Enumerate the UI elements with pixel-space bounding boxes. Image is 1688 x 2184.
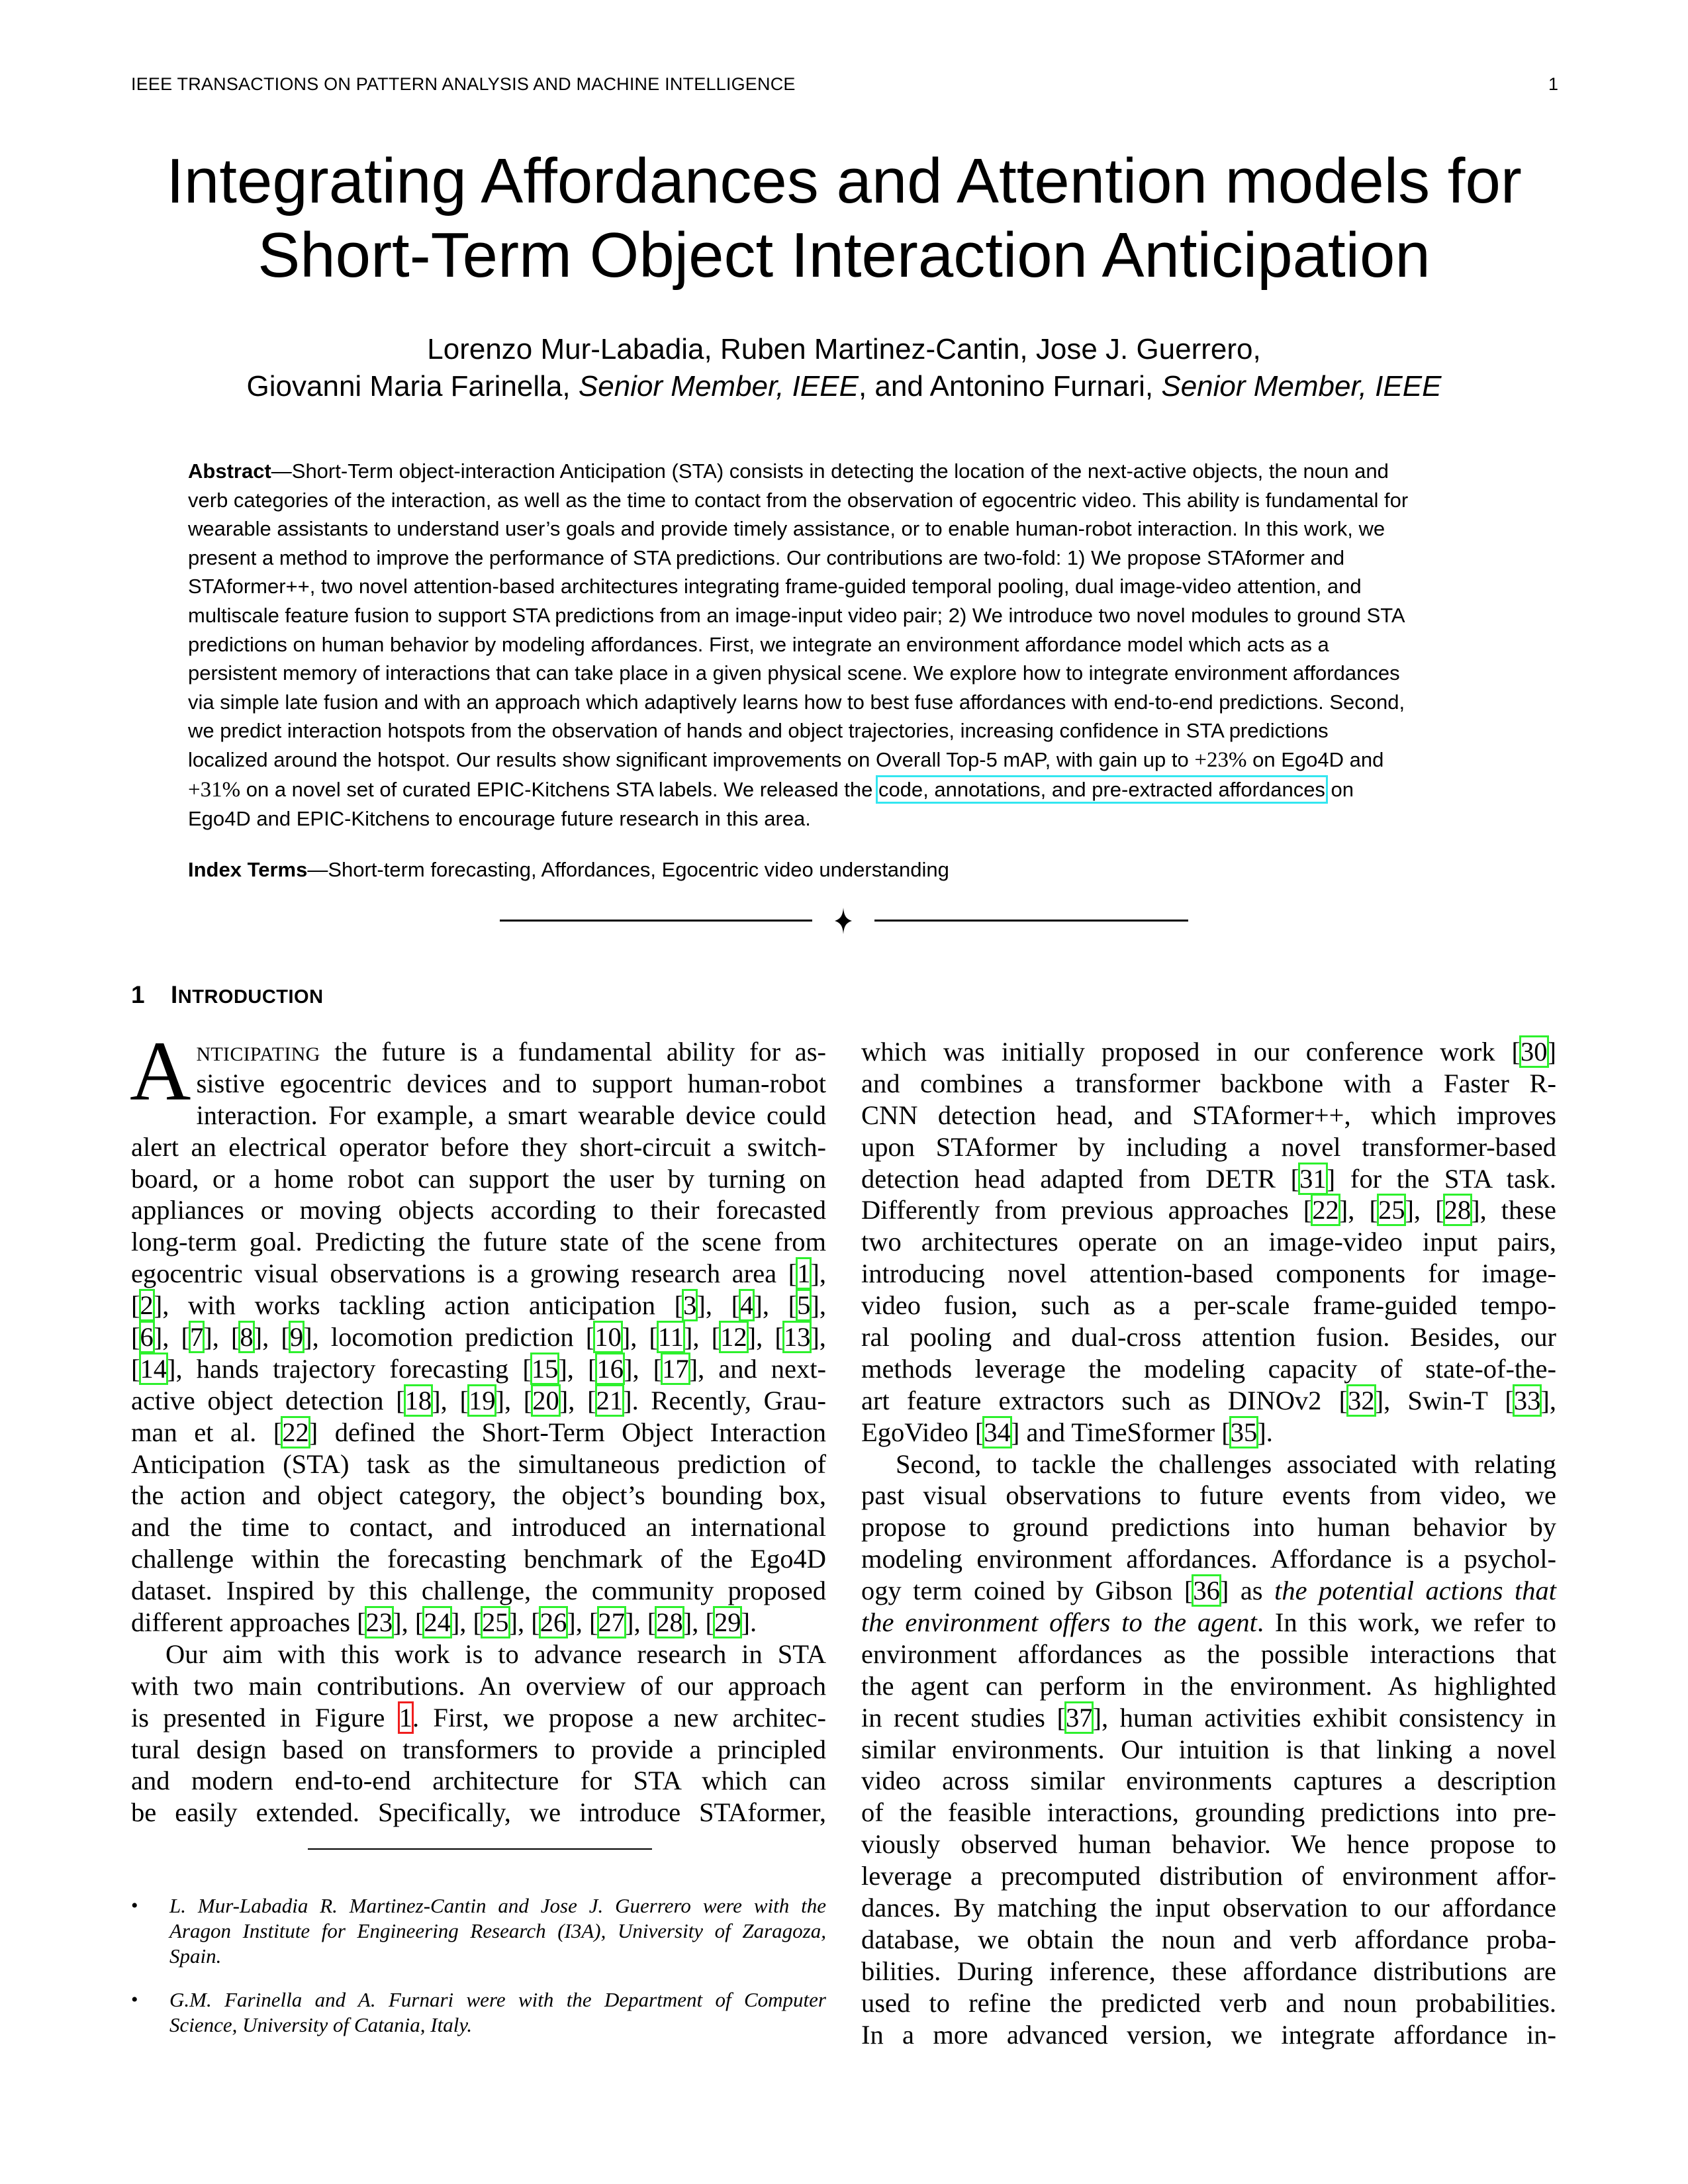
text-line: egocentric visual observations is a growing research area [1], bbox=[131, 1258, 826, 1289]
index-terms bbox=[188, 858, 949, 882]
math-value: +23% bbox=[1194, 747, 1247, 772]
text-line: [14], hands trajectory forecasting [15], [16], [17], and next- bbox=[131, 1353, 826, 1384]
citation-link[interactable]: 2 bbox=[140, 1290, 154, 1321]
text-line: board, or a home robot can support the user by turning on bbox=[131, 1163, 826, 1194]
abstract-text: on Ego4D and bbox=[1246, 747, 1384, 771]
text-line: appliances or moving objects according to their forecasted bbox=[131, 1195, 826, 1225]
abstract-line: multiscale feature fusion to support STA predictions from an image-input video pair; 2) We introduce two novel modules to ground STA bbox=[188, 603, 1405, 627]
citation-link[interactable]: 16 bbox=[596, 1353, 624, 1384]
abstract-text: on a novel set of curated EPIC-Kitchens STA labels. We released the bbox=[240, 777, 878, 801]
text-line: of the feasible interactions, grounding predictions into pre- bbox=[861, 1797, 1556, 1828]
author-name: , and Antonino Furnari, bbox=[858, 370, 1162, 403]
journal-name: IEEE TRANSACTIONS ON PATTERN ANALYSIS AND MACHINE INTELLIGENCE bbox=[131, 74, 796, 94]
text-line: dances. By matching the input observation to our affordance bbox=[861, 1893, 1556, 1923]
body-text: different approaches [ bbox=[131, 1607, 366, 1638]
small-caps-text: NTICIPATING bbox=[196, 1043, 320, 1065]
footnote-line: G.M. Farinella and A. Furnari were with the Department of Computer bbox=[169, 1988, 826, 2011]
title-line-1: Integrating Affordances and Attention models for bbox=[166, 146, 1522, 216]
author-affiliation-title: Senior Member, IEEE bbox=[578, 370, 859, 403]
text-line: environment affordances as the possible interactions that bbox=[861, 1638, 1556, 1669]
abstract-text: Short-Term object-interaction Anticipation (STA) consists in detecting the location of the next-active objects, the noun and bbox=[291, 459, 1389, 483]
body-text: the future is a fundamental ability for as- bbox=[320, 1037, 826, 1067]
footnote-line: Aragon Institute for Engineering Research (I3A), University of Zaragoza, bbox=[169, 1919, 826, 1942]
author-affiliation-title: Senior Member, IEEE bbox=[1161, 370, 1442, 403]
abstract-line: Ego4D and EPIC-Kitchens to encourage future research in this area. bbox=[188, 807, 811, 831]
text-line: the action and object category, the object’s bounding box, bbox=[131, 1480, 826, 1511]
abstract-line bbox=[188, 775, 1500, 805]
text-line: [2], with works tackling action anticipation [3], [4], [5], bbox=[131, 1290, 826, 1321]
body-text: ], Swin-T [ bbox=[1374, 1385, 1514, 1415]
index-terms-text: Short-term forecasting, Affordances, Egocentric video understanding bbox=[328, 858, 949, 881]
footnote-rule bbox=[308, 1848, 652, 1850]
code-release-link[interactable]: code, annotations, and pre-extracted affordances bbox=[878, 777, 1325, 801]
citation-link[interactable]: 25 bbox=[482, 1607, 509, 1638]
citation-link[interactable]: 22 bbox=[282, 1417, 309, 1447]
figure-reference-link[interactable]: 1 bbox=[399, 1702, 412, 1733]
text-line: video fusion, such as a per-scale frame-guided tempo- bbox=[861, 1290, 1556, 1321]
abstract-line: STAformer++, two novel attention-based architectures integrating frame-guided temporal pooling, dual image-video attention, and bbox=[188, 575, 1362, 598]
citation-link[interactable]: 10 bbox=[594, 1322, 622, 1353]
citation-link[interactable]: 13 bbox=[783, 1322, 811, 1353]
body-text: . In this work, we refer to bbox=[1256, 1607, 1556, 1638]
body-text: ], with works tackling action anticipation [ bbox=[153, 1290, 684, 1321]
separator-rule-left bbox=[500, 920, 812, 922]
citation-link[interactable]: 34 bbox=[984, 1417, 1011, 1447]
citation-link[interactable]: 4 bbox=[740, 1290, 754, 1321]
abstract-line: present a method to improve the performance of STA predictions. Our contributions are two-fold: 1) We propose STAformer and bbox=[188, 546, 1345, 569]
text-line bbox=[861, 1607, 1556, 1638]
text-line: Second, to tackle the challenges associated with relating bbox=[896, 1448, 1556, 1479]
body-text: Differently from previous approaches [ bbox=[861, 1195, 1313, 1225]
index-terms-label: Index Terms bbox=[188, 858, 308, 881]
text-line: CNN detection head, and STAformer++, which improves bbox=[861, 1100, 1556, 1130]
text-line: different approaches [23], [24], [25], [26], [27], [28], [29]. bbox=[131, 1607, 757, 1638]
body-text: ], human activities exhibit consistency in bbox=[1092, 1702, 1556, 1733]
author-list bbox=[0, 331, 1688, 405]
citation-link[interactable]: 19 bbox=[468, 1385, 496, 1415]
abstract-line: via simple late fusion and with an approach which adaptively learns how to best fuse affordances with end-to-end predictions. Second, bbox=[188, 690, 1405, 714]
separator-rule-right bbox=[874, 920, 1188, 922]
body-text: ] and TimeSformer [ bbox=[1010, 1417, 1231, 1447]
text-line: Differently from previous approaches [22], [25], [28], these bbox=[861, 1195, 1556, 1225]
emphasized-text: the environment offers to the agent bbox=[861, 1607, 1257, 1638]
em-dash: — bbox=[307, 858, 328, 881]
text-line: the agent can perform in the environment. As highlighted bbox=[861, 1670, 1556, 1701]
authors-line-2 bbox=[0, 368, 1688, 405]
text-line: upon STAformer by including a novel transformer-based bbox=[861, 1131, 1556, 1162]
citation-link[interactable]: 28 bbox=[656, 1607, 683, 1638]
abstract-line: verb categories of the interaction, as well as the time to contact from the observation of egocentric video. This ability is fundamental for bbox=[188, 488, 1409, 512]
body-text: ] as bbox=[1219, 1576, 1275, 1606]
footnote-line: Science, University of Catania, Italy. bbox=[169, 2013, 473, 2036]
section-title-rest: NTRODUCTION bbox=[177, 986, 324, 1008]
text-line: Our aim with this work is to advance research in STA bbox=[165, 1638, 826, 1669]
section-separator bbox=[500, 908, 1188, 934]
text-line bbox=[131, 1417, 826, 1448]
citation-link[interactable]: 35 bbox=[1230, 1417, 1258, 1447]
abstract bbox=[188, 457, 1500, 833]
citation-link[interactable]: 14 bbox=[140, 1353, 167, 1384]
citation-link[interactable]: 31 bbox=[1299, 1163, 1327, 1194]
drop-cap: A bbox=[130, 1024, 191, 1118]
citation-link[interactable]: 24 bbox=[424, 1607, 451, 1638]
text-line: ral pooling and dual-cross attention fusion. Besides, our bbox=[861, 1322, 1556, 1353]
citation-link[interactable]: 32 bbox=[1348, 1385, 1375, 1415]
citation-link[interactable]: 9 bbox=[289, 1322, 304, 1353]
text-line: video across similar environments captures a description bbox=[861, 1766, 1556, 1796]
text-line: challenge within the forecasting benchmark of the Ego4D bbox=[131, 1544, 826, 1574]
citation-link[interactable]: 7 bbox=[189, 1322, 204, 1353]
abstract-line bbox=[188, 745, 1500, 775]
text-line bbox=[861, 1163, 1556, 1195]
text-line: art feature extractors such as DINOv2 [32], Swin-T [33], bbox=[861, 1385, 1556, 1415]
citation-link[interactable]: 30 bbox=[1521, 1037, 1548, 1067]
title-line-2: Short-Term Object Interaction Anticipation bbox=[258, 220, 1430, 291]
body-text: is presented in Figure bbox=[131, 1702, 399, 1733]
text-line: interaction. For example, a smart wearable device could bbox=[196, 1100, 826, 1130]
citation-link[interactable]: 36 bbox=[1193, 1576, 1220, 1606]
body-text: egocentric visual observations is a growing research area [ bbox=[131, 1258, 798, 1289]
text-line: be easily extended. Specifically, we introduce STAformer, bbox=[131, 1797, 826, 1828]
text-line: database, we obtain the noun and verb affordance proba- bbox=[861, 1924, 1556, 1954]
citation-link[interactable]: 33 bbox=[1513, 1385, 1541, 1415]
text-line: and the time to contact, and introduced an international bbox=[131, 1512, 826, 1543]
emphasized-text: the potential actions that bbox=[1274, 1576, 1556, 1606]
abstract-label: Abstract bbox=[188, 459, 271, 483]
abstract-text: on bbox=[1325, 777, 1354, 801]
text-line: which was initially proposed in our conference work [30] bbox=[861, 1037, 1556, 1067]
citation-link[interactable]: 5 bbox=[797, 1290, 811, 1321]
body-text: ] for the STA task. bbox=[1326, 1163, 1556, 1194]
text-line: alert an electrical operator before they short-circuit a switch- bbox=[131, 1131, 826, 1162]
body-text: art feature extractors such as DINOv2 [ bbox=[861, 1385, 1348, 1415]
footnote-line: Spain. bbox=[169, 1944, 222, 1968]
page-number: 1 bbox=[1548, 74, 1558, 94]
text-line: tural design based on transformers to provide a principled bbox=[131, 1734, 826, 1764]
text-line: active object detection [18], [19], [20], [21]. Recently, Grau- bbox=[131, 1385, 827, 1415]
text-line: propose to ground predictions into human behavior by bbox=[861, 1512, 1556, 1543]
text-line: used to refine the predicted verb and noun probabilities. bbox=[861, 1987, 1556, 2018]
footnote-text bbox=[169, 1987, 826, 2038]
text-line: similar environments. Our intuition is that linking a novel bbox=[861, 1734, 1556, 1764]
citation-link[interactable]: 18 bbox=[404, 1385, 432, 1415]
left-column bbox=[130, 1024, 827, 1828]
text-line: introducing novel attention-based components for image- bbox=[861, 1258, 1556, 1289]
text-line: EgoVideo [34] and TimeSformer [35]. bbox=[861, 1417, 1273, 1447]
footnote-affiliation-2 bbox=[131, 1987, 826, 2040]
text-line: past visual observations to future events from video, we bbox=[861, 1480, 1556, 1511]
body-text: active object detection [ bbox=[131, 1385, 405, 1415]
text-line: In a more advanced version, we integrate affordance in- bbox=[861, 2019, 1556, 2050]
diamond-ornament-icon bbox=[835, 908, 852, 934]
abstract-text: localized around the hotspot. Our results show significant improvements on Overall Top-5 mAP, with gain up to bbox=[188, 747, 1195, 771]
citation-link[interactable]: 6 bbox=[140, 1322, 154, 1353]
abstract-line: predictions on human behavior by modeling affordances. First, we integrate an environment affordance model which acts as a bbox=[188, 632, 1329, 656]
bullet-icon: • bbox=[131, 1895, 138, 1917]
citation-link[interactable]: 12 bbox=[720, 1322, 747, 1353]
text-line: two architectures operate on an image-video input pairs, bbox=[861, 1227, 1556, 1257]
footnote-text bbox=[169, 1893, 826, 1969]
citation-link[interactable]: 11 bbox=[657, 1322, 684, 1353]
text-line: long-term goal. Predicting the future state of the scene from bbox=[131, 1227, 826, 1257]
citation-link[interactable]: 23 bbox=[365, 1607, 393, 1638]
text-line: dataset. Inspired by this challenge, the community proposed bbox=[131, 1576, 826, 1606]
citation-link[interactable]: 37 bbox=[1065, 1702, 1093, 1733]
abstract-line: persistent memory of interactions that can take place in a given physical scene. We explore how to integrate environment affordances bbox=[188, 661, 1400, 685]
bullet-icon: • bbox=[131, 1989, 138, 2011]
abstract-line: wearable assistants to understand user’s goals and provide timely assistance, or to enable human-robot interaction. In this work, we bbox=[188, 517, 1385, 541]
citation-link[interactable]: 15 bbox=[531, 1353, 559, 1384]
body-text: man et al. [ bbox=[131, 1417, 283, 1447]
section-title-initial: I bbox=[171, 981, 178, 1008]
text-line bbox=[861, 1575, 1556, 1607]
author-name: Giovanni Maria Farinella, bbox=[246, 370, 579, 403]
citation-link[interactable]: 27 bbox=[598, 1607, 626, 1638]
body-text: ] defined the Short-Term Object Interaction bbox=[308, 1417, 827, 1447]
abstract-line bbox=[188, 457, 1500, 486]
text-line bbox=[131, 1036, 826, 1068]
citation-link[interactable]: 29 bbox=[714, 1607, 741, 1638]
authors-line-1: Lorenzo Mur-Labadia, Ruben Martinez-Cantin, Jose J. Guerrero, bbox=[427, 333, 1261, 365]
citation-link[interactable]: 1 bbox=[797, 1258, 811, 1289]
text-line: leverage a precomputed distribution of environment affor- bbox=[861, 1861, 1556, 1891]
body-text: . First, we propose a new architec- bbox=[412, 1702, 826, 1733]
text-line: and modern end-to-end architecture for STA which can bbox=[131, 1766, 826, 1796]
text-line: [6], [7], [8], [9], locomotion prediction [10], [11], [12], [13], bbox=[131, 1322, 826, 1353]
section-number: 1 bbox=[131, 981, 146, 1008]
section-heading bbox=[131, 981, 324, 1009]
citation-link[interactable]: 25 bbox=[1378, 1195, 1405, 1225]
citation-link[interactable]: 3 bbox=[683, 1290, 697, 1321]
text-line: with two main contributions. An overview of our approach bbox=[131, 1670, 826, 1701]
text-line: modeling environment affordances. Affordance is a psychol- bbox=[861, 1544, 1556, 1574]
citation-link[interactable]: 22 bbox=[1312, 1195, 1339, 1225]
text-line bbox=[861, 1702, 1556, 1734]
citation-link[interactable]: 17 bbox=[662, 1353, 689, 1384]
text-line: Anticipation (STA) task as the simultaneous prediction of bbox=[131, 1448, 826, 1479]
right-column bbox=[861, 1036, 1556, 2051]
body-text: which was initially proposed in our conference work [ bbox=[861, 1037, 1521, 1067]
text-line bbox=[131, 1702, 826, 1734]
footnote-affiliation-1 bbox=[131, 1893, 826, 1973]
math-value: +31% bbox=[188, 777, 241, 802]
abstract-line: we predict interaction hotspots from the observation of hands and object trajectories, increasing confidence in STA predictions bbox=[188, 719, 1329, 743]
citation-link[interactable]: 20 bbox=[532, 1385, 559, 1415]
citation-link[interactable]: 21 bbox=[596, 1385, 624, 1415]
body-text: ], hands trajectory forecasting [ bbox=[167, 1353, 532, 1384]
citation-link[interactable]: 28 bbox=[1444, 1195, 1472, 1225]
em-dash: — bbox=[271, 459, 292, 483]
body-text: in recent studies [ bbox=[861, 1702, 1066, 1733]
running-header bbox=[131, 74, 1558, 101]
citation-link[interactable]: 26 bbox=[539, 1607, 567, 1638]
paper-title bbox=[0, 144, 1688, 293]
body-text: ogy term coined by Gibson [ bbox=[861, 1576, 1194, 1606]
body-text: detection head adapted from DETR [ bbox=[861, 1163, 1300, 1194]
text-line: bilities. During inference, these affordance distributions are bbox=[861, 1956, 1556, 1986]
body-text: EgoVideo [ bbox=[861, 1417, 984, 1447]
body-text: ]. Recently, Grau- bbox=[623, 1385, 827, 1415]
footnote-line: L. Mur-Labadia R. Martinez-Cantin and Jose J. Guerrero were with the bbox=[169, 1894, 826, 1917]
body-text: ], and next- bbox=[688, 1353, 826, 1384]
text-line: and combines a transformer backbone with a Faster R- bbox=[861, 1068, 1556, 1098]
body-text: ], these bbox=[1471, 1195, 1556, 1225]
text-line: methods leverage the modeling capacity of state-of-the- bbox=[861, 1353, 1556, 1384]
text-line: sistive egocentric devices and to support human-robot bbox=[196, 1068, 826, 1098]
body-text: locomotion prediction [ bbox=[330, 1322, 595, 1353]
citation-link[interactable]: 8 bbox=[240, 1322, 254, 1353]
text-line: viously observed human behavior. We hence propose to bbox=[861, 1829, 1556, 1860]
